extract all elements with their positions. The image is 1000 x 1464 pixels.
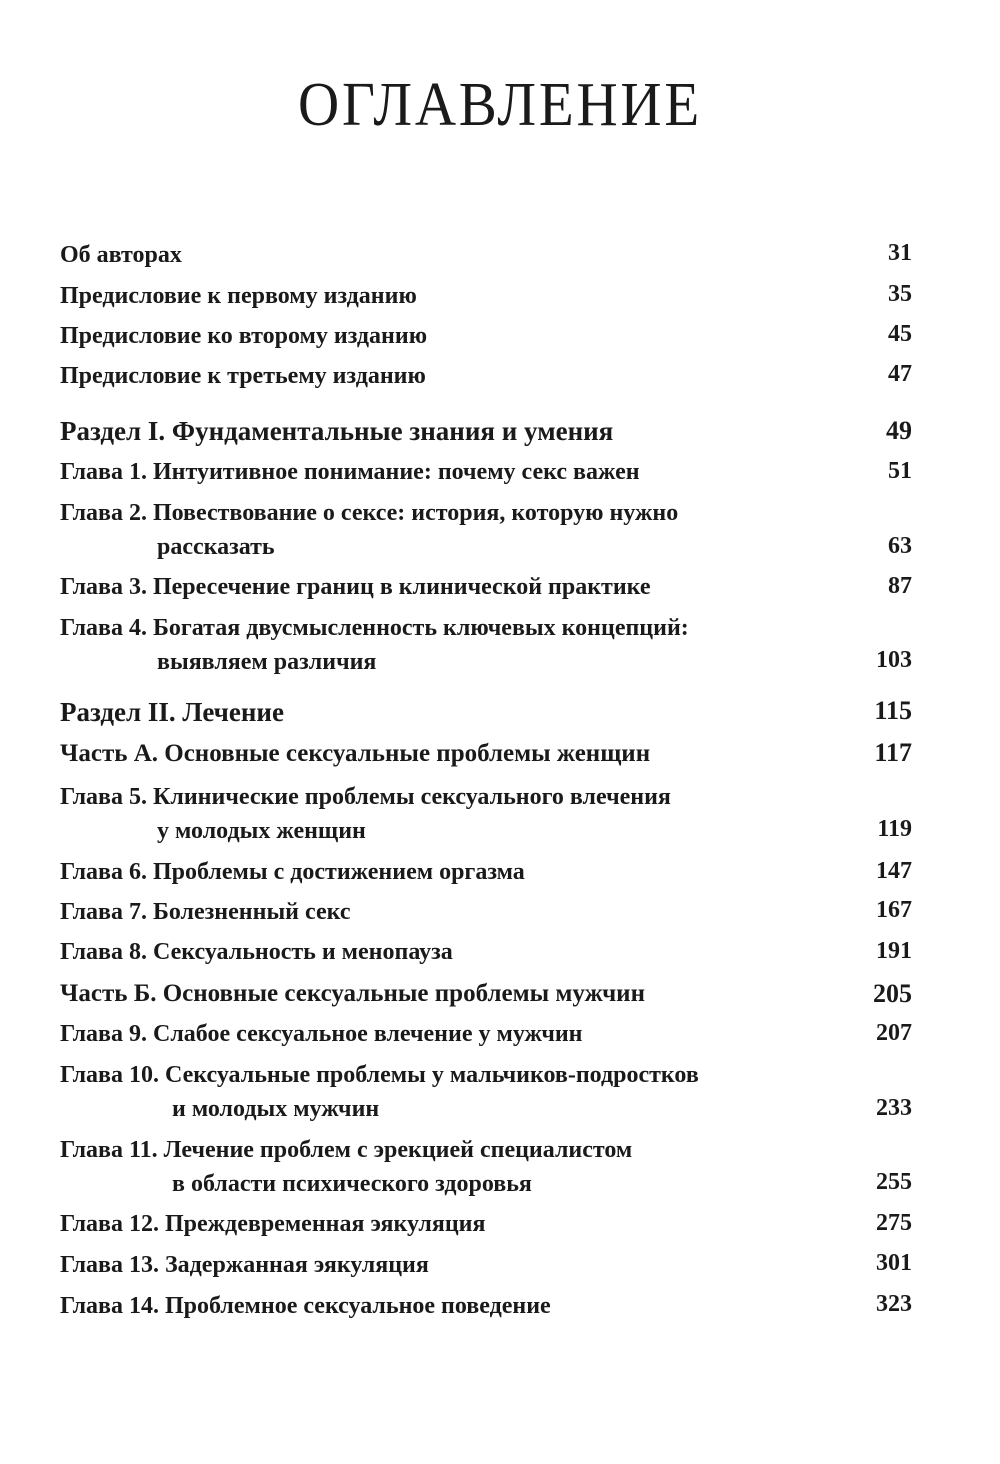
toc-page-number: 233 [876, 1095, 912, 1121]
toc-part-a: Часть А. Основные сексуальные проблемы женщин [60, 740, 651, 767]
toc-chapter-12: Глава 12. Преждевременная эякуляция [60, 1211, 486, 1237]
page-title: ОГЛАВЛЕНИЕ [298, 71, 702, 139]
toc-chapter-10-continuation: и молодых мужчин [172, 1096, 380, 1122]
toc-chapter-9: Глава 9. Слабое сексуальное влечение у мужчин [60, 1021, 583, 1047]
toc-entry-about-authors: Об авторах [60, 242, 182, 268]
toc-chapter-13: Глава 13. Задержанная эякуляция [60, 1252, 429, 1278]
toc-page-number: 117 [874, 738, 912, 767]
toc-entry-preface-first: Предисловие к первому изданию [60, 283, 417, 309]
toc-chapter-3: Глава 3. Пересечение границ в клинической практике [60, 574, 651, 600]
toc-entry-preface-third: Предисловие к третьему изданию [60, 363, 426, 389]
toc-chapter-14: Глава 14. Проблемное сексуальное поведение [60, 1293, 551, 1319]
toc-page-number: 301 [876, 1250, 912, 1276]
toc-page-number: 323 [876, 1291, 912, 1317]
toc-page-number: 275 [876, 1210, 912, 1236]
toc-page-number: 49 [886, 416, 912, 445]
toc-page-number: 207 [876, 1020, 912, 1046]
toc-chapter-8: Глава 8. Сексуальность и менопауза [60, 939, 453, 965]
toc-chapter-11: Глава 11. Лечение проблем с эрекцией специалистом [60, 1137, 633, 1163]
toc-page-number: 205 [873, 979, 912, 1008]
toc-chapter-7: Глава 7. Болезненный секс [60, 899, 351, 925]
toc-page-number: 87 [888, 573, 912, 599]
toc-page-number: 35 [888, 281, 912, 307]
toc-page-number: 191 [876, 938, 912, 964]
toc-page-number: 167 [876, 897, 912, 923]
toc-chapter-11-continuation: в области психического здоровья [172, 1171, 532, 1197]
toc-chapter-10: Глава 10. Сексуальные проблемы у мальчиков-подростков [60, 1062, 699, 1088]
toc-chapter-2-continuation: рассказать [157, 534, 275, 560]
toc-chapter-2: Глава 2. Повествование о сексе: история, которую нужно [60, 500, 679, 526]
toc-page-number: 31 [888, 240, 912, 266]
toc-section-1: Раздел I. Фундаментальные знания и умения [60, 416, 614, 446]
toc-page-number: 255 [876, 1169, 912, 1195]
toc-part-b: Часть Б. Основные сексуальные проблемы мужчин [60, 980, 645, 1007]
toc-page-number: 51 [888, 458, 912, 484]
toc-chapter-5: Глава 5. Клинические проблемы сексуального влечения [60, 784, 671, 810]
toc-page-number: 63 [888, 533, 912, 559]
toc-page-number: 147 [876, 858, 912, 884]
toc-page-number: 47 [888, 361, 912, 387]
toc-chapter-4-continuation: выявляем различия [157, 649, 377, 675]
toc-chapter-5-continuation: у молодых женщин [157, 818, 366, 844]
toc-chapter-1: Глава 1. Интуитивное понимание: почему секс важен [60, 459, 640, 485]
toc-page-number: 45 [888, 321, 912, 347]
toc-page-number: 103 [876, 647, 912, 673]
toc-page-number: 119 [877, 816, 912, 842]
toc-entry-preface-second: Предисловие ко второму изданию [60, 323, 428, 349]
toc-section-2: Раздел II. Лечение [60, 697, 284, 727]
toc-chapter-6: Глава 6. Проблемы с достижением оргазма [60, 859, 525, 885]
toc-chapter-4: Глава 4. Богатая двусмысленность ключевых концепций: [60, 615, 689, 641]
toc-page-number: 115 [874, 696, 912, 725]
